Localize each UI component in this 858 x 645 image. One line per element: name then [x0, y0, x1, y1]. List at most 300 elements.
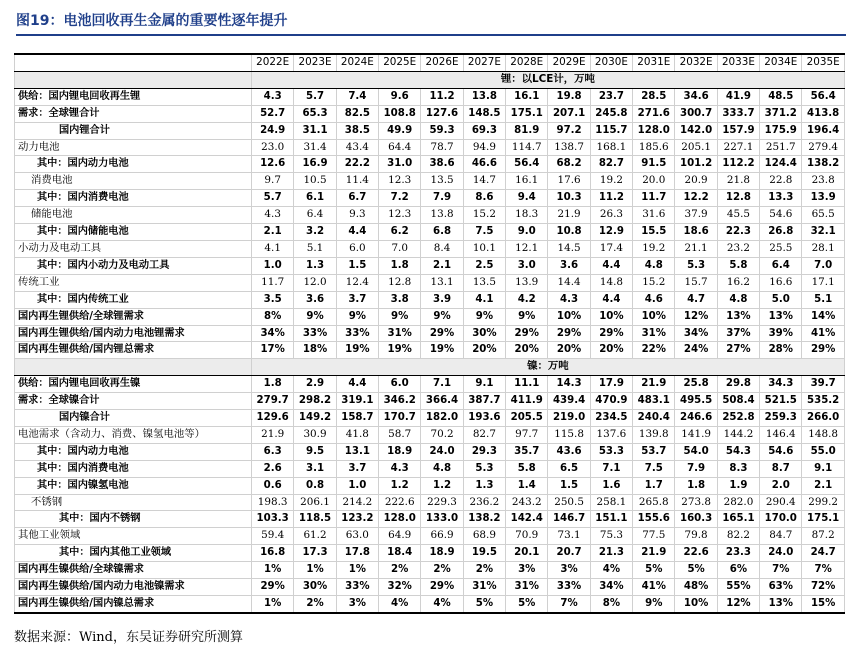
value-cell: 7.9 — [675, 460, 717, 477]
row-label: 国内再生镍供给/国内镍总需求 — [15, 596, 252, 613]
value-cell: 13.1 — [421, 274, 463, 291]
value-cell: 4.1 — [463, 291, 505, 308]
value-cell: 6.4 — [760, 257, 802, 274]
value-cell: 2.1 — [802, 477, 844, 494]
value-cell: 103.3 — [252, 511, 294, 528]
value-cell: 39.7 — [802, 376, 844, 393]
table-row — [15, 511, 845, 528]
value-cell: 7% — [802, 562, 844, 579]
value-cell: 3.0 — [506, 257, 548, 274]
value-cell: 521.5 — [760, 393, 802, 410]
value-cell: 4.8 — [633, 257, 675, 274]
value-cell: 18.6 — [675, 224, 717, 241]
value-cell: 9% — [421, 308, 463, 325]
value-cell: 17.8 — [336, 545, 378, 562]
value-cell: 2% — [421, 562, 463, 579]
value-cell: 20% — [463, 342, 505, 359]
value-cell: 7.5 — [463, 224, 505, 241]
value-cell: 22% — [633, 342, 675, 359]
value-cell: 68.9 — [463, 528, 505, 545]
year-header-cell: 2030E — [590, 54, 632, 71]
value-cell: 133.0 — [421, 511, 463, 528]
value-cell: 15.7 — [675, 274, 717, 291]
value-cell: 31% — [463, 579, 505, 596]
value-cell: 0.6 — [252, 477, 294, 494]
value-cell: 55% — [717, 579, 759, 596]
value-cell: 229.3 — [421, 494, 463, 511]
section-header-blank — [15, 359, 252, 376]
value-cell: 28.1 — [802, 240, 844, 257]
section-header-label: 镍：万吨 — [252, 359, 845, 376]
value-cell: 52.7 — [252, 105, 294, 122]
value-cell: 240.4 — [633, 410, 675, 427]
value-cell: 1.9 — [717, 477, 759, 494]
row-label: 供给：国内锂电回收再生锂 — [15, 88, 252, 105]
value-cell: 55.0 — [802, 443, 844, 460]
value-cell: 2.9 — [294, 376, 336, 393]
table-row — [15, 224, 845, 241]
value-cell: 13.8 — [463, 88, 505, 105]
table-row — [15, 207, 845, 224]
value-cell: 157.9 — [717, 122, 759, 139]
value-cell: 3.7 — [336, 291, 378, 308]
value-cell: 245.8 — [590, 105, 632, 122]
value-cell: 246.6 — [675, 410, 717, 427]
value-cell: 13.1 — [336, 443, 378, 460]
value-cell: 1.2 — [379, 477, 421, 494]
value-cell: 129.6 — [252, 410, 294, 427]
value-cell: 2.0 — [760, 477, 802, 494]
value-cell: 10% — [590, 308, 632, 325]
value-cell: 6.8 — [421, 224, 463, 241]
value-cell: 7.0 — [802, 257, 844, 274]
value-cell: 34% — [252, 325, 294, 342]
value-cell: 282.0 — [717, 494, 759, 511]
year-header-cell: 2031E — [633, 54, 675, 71]
row-label: 其他工业领域 — [15, 528, 252, 545]
value-cell: 1.3 — [294, 257, 336, 274]
row-label: 储能电池 — [15, 207, 252, 224]
value-cell: 64.9 — [379, 528, 421, 545]
value-cell: 439.4 — [548, 393, 590, 410]
value-cell: 205.5 — [506, 410, 548, 427]
value-cell: 4.8 — [717, 291, 759, 308]
value-cell: 41.9 — [717, 88, 759, 105]
value-cell: 222.6 — [379, 494, 421, 511]
value-cell: 371.2 — [760, 105, 802, 122]
value-cell: 15.2 — [633, 274, 675, 291]
value-cell: 411.9 — [506, 393, 548, 410]
row-label: 需求：全球镍合计 — [15, 393, 252, 410]
value-cell: 29% — [506, 325, 548, 342]
value-cell: 299.2 — [802, 494, 844, 511]
value-cell: 19% — [421, 342, 463, 359]
value-cell: 23.2 — [717, 240, 759, 257]
value-cell: 25.8 — [675, 376, 717, 393]
value-cell: 48.5 — [760, 88, 802, 105]
value-cell: 10.5 — [294, 173, 336, 190]
value-cell: 34% — [675, 325, 717, 342]
value-cell: 139.8 — [633, 426, 675, 443]
value-cell: 13% — [760, 308, 802, 325]
value-cell: 54.0 — [675, 443, 717, 460]
value-cell: 7.1 — [421, 376, 463, 393]
value-cell: 2% — [379, 562, 421, 579]
value-cell: 43.4 — [336, 139, 378, 156]
value-cell: 26.8 — [760, 224, 802, 241]
value-cell: 20% — [590, 342, 632, 359]
value-cell: 14.3 — [548, 376, 590, 393]
value-cell: 16.8 — [252, 545, 294, 562]
value-cell: 12.4 — [336, 274, 378, 291]
value-cell: 206.1 — [294, 494, 336, 511]
value-cell: 14.4 — [548, 274, 590, 291]
value-cell: 23.3 — [717, 545, 759, 562]
value-cell: 141.9 — [675, 426, 717, 443]
value-cell: 101.2 — [675, 156, 717, 173]
value-cell: 29.8 — [717, 376, 759, 393]
value-cell: 333.7 — [717, 105, 759, 122]
value-cell: 41% — [802, 325, 844, 342]
value-cell: 3.2 — [294, 224, 336, 241]
value-cell: 73.1 — [548, 528, 590, 545]
table-row — [15, 596, 845, 613]
value-cell: 77.5 — [633, 528, 675, 545]
table-row — [15, 494, 845, 511]
value-cell: 118.5 — [294, 511, 336, 528]
value-cell: 3.1 — [294, 460, 336, 477]
value-cell: 7% — [548, 596, 590, 613]
year-header-cell: 2024E — [336, 54, 378, 71]
value-cell: 18.3 — [506, 207, 548, 224]
row-label: 其中：国内小动力及电动工具 — [15, 257, 252, 274]
value-cell: 17.6 — [548, 173, 590, 190]
value-cell: 30% — [294, 579, 336, 596]
value-cell: 82.5 — [336, 105, 378, 122]
value-cell: 63% — [760, 579, 802, 596]
value-cell: 16.6 — [760, 274, 802, 291]
value-cell: 84.7 — [760, 528, 802, 545]
value-cell: 1.0 — [336, 477, 378, 494]
table-row — [15, 579, 845, 596]
value-cell: 4.3 — [548, 291, 590, 308]
value-cell: 470.9 — [590, 393, 632, 410]
value-cell: 29% — [548, 325, 590, 342]
value-cell: 15.2 — [463, 207, 505, 224]
value-cell: 128.0 — [379, 511, 421, 528]
value-cell: 33% — [336, 325, 378, 342]
value-cell: 30.9 — [294, 426, 336, 443]
value-cell: 12.9 — [590, 224, 632, 241]
table-row — [15, 156, 845, 173]
value-cell: 22.8 — [760, 173, 802, 190]
value-cell: 16.9 — [294, 156, 336, 173]
value-cell: 34% — [590, 579, 632, 596]
value-cell: 29% — [590, 325, 632, 342]
value-cell: 137.6 — [590, 426, 632, 443]
value-cell: 151.1 — [590, 511, 632, 528]
table-row — [15, 274, 845, 291]
value-cell: 70.9 — [506, 528, 548, 545]
value-cell: 21.1 — [675, 240, 717, 257]
table-row — [15, 122, 845, 139]
value-cell: 53.3 — [590, 443, 632, 460]
value-cell: 115.7 — [590, 122, 632, 139]
value-cell: 205.1 — [675, 139, 717, 156]
value-cell: 23.0 — [252, 139, 294, 156]
value-cell: 3.6 — [548, 257, 590, 274]
value-cell: 4.6 — [633, 291, 675, 308]
year-header-cell: 2028E — [506, 54, 548, 71]
value-cell: 182.0 — [421, 410, 463, 427]
value-cell: 114.7 — [506, 139, 548, 156]
value-cell: 26.3 — [590, 207, 632, 224]
value-cell: 65.5 — [802, 207, 844, 224]
value-cell: 4% — [421, 596, 463, 613]
value-cell: 6.3 — [252, 443, 294, 460]
value-cell: 266.0 — [802, 410, 844, 427]
value-cell: 243.2 — [506, 494, 548, 511]
value-cell: 4.2 — [506, 291, 548, 308]
table-row — [15, 88, 845, 105]
value-cell: 319.1 — [336, 393, 378, 410]
value-cell: 21.9 — [633, 376, 675, 393]
value-cell: 82.7 — [590, 156, 632, 173]
value-cell: 29% — [252, 579, 294, 596]
value-cell: 34.6 — [675, 88, 717, 105]
value-cell: 7.9 — [421, 190, 463, 207]
value-cell: 1.7 — [633, 477, 675, 494]
row-label: 其中：国内动力电池 — [15, 156, 252, 173]
value-cell: 298.2 — [294, 393, 336, 410]
value-cell: 20.0 — [633, 173, 675, 190]
year-header-cell: 2032E — [675, 54, 717, 71]
recycling-metals-table — [14, 53, 845, 614]
value-cell: 24% — [675, 342, 717, 359]
value-cell: 1.3 — [463, 477, 505, 494]
value-cell: 108.8 — [379, 105, 421, 122]
value-cell: 1% — [336, 562, 378, 579]
value-cell: 14% — [802, 308, 844, 325]
value-cell: 273.8 — [675, 494, 717, 511]
value-cell: 59.4 — [252, 528, 294, 545]
value-cell: 5% — [633, 562, 675, 579]
value-cell: 7.0 — [379, 240, 421, 257]
value-cell: 4.4 — [336, 376, 378, 393]
value-cell: 1.8 — [675, 477, 717, 494]
value-cell: 13% — [760, 596, 802, 613]
value-cell: 146.4 — [760, 426, 802, 443]
value-cell: 54.6 — [760, 443, 802, 460]
value-cell: 17.3 — [294, 545, 336, 562]
value-cell: 21.3 — [590, 545, 632, 562]
value-cell: 279.4 — [802, 139, 844, 156]
value-cell: 18.9 — [379, 443, 421, 460]
value-cell: 82.7 — [463, 426, 505, 443]
value-cell: 5% — [463, 596, 505, 613]
value-cell: 9% — [379, 308, 421, 325]
value-cell: 54.6 — [760, 207, 802, 224]
value-cell: 21.9 — [633, 545, 675, 562]
value-cell: 32.1 — [802, 224, 844, 241]
table-row — [15, 308, 845, 325]
value-cell: 18% — [294, 342, 336, 359]
value-cell: 168.1 — [590, 139, 632, 156]
value-cell: 10.3 — [548, 190, 590, 207]
table-row — [15, 291, 845, 308]
value-cell: 5.1 — [294, 240, 336, 257]
value-cell: 64.4 — [379, 139, 421, 156]
value-cell: 72% — [802, 579, 844, 596]
value-cell: 3.6 — [294, 291, 336, 308]
value-cell: 138.2 — [802, 156, 844, 173]
value-cell: 149.2 — [294, 410, 336, 427]
value-cell: 9.7 — [252, 173, 294, 190]
value-cell: 251.7 — [760, 139, 802, 156]
value-cell: 4.1 — [252, 240, 294, 257]
row-label: 动力电池 — [15, 139, 252, 156]
row-label: 需求：全球锂合计 — [15, 105, 252, 122]
row-label: 国内再生镍供给/全球镍需求 — [15, 562, 252, 579]
value-cell: 124.4 — [760, 156, 802, 173]
year-header-cell: 2026E — [421, 54, 463, 71]
table-row — [15, 139, 845, 156]
value-cell: 12.2 — [675, 190, 717, 207]
row-label: 小动力及电动工具 — [15, 240, 252, 257]
value-cell: 19% — [379, 342, 421, 359]
value-cell: 5.0 — [760, 291, 802, 308]
value-cell: 28.5 — [633, 88, 675, 105]
value-cell: 7.1 — [590, 460, 632, 477]
year-header-cell: 2033E — [717, 54, 759, 71]
value-cell: 175.9 — [760, 122, 802, 139]
value-cell: 3.9 — [421, 291, 463, 308]
value-cell: 29.3 — [463, 443, 505, 460]
value-cell: 12.8 — [717, 190, 759, 207]
table-row — [15, 393, 845, 410]
row-label: 其中：国内动力电池 — [15, 443, 252, 460]
value-cell: 12.3 — [379, 207, 421, 224]
table-row — [15, 528, 845, 545]
value-cell: 279.7 — [252, 393, 294, 410]
value-cell: 219.0 — [548, 410, 590, 427]
data-source-note: 数据来源：Wind，东吴证券研究所测算 — [14, 630, 243, 645]
year-header-cell: 2022E — [252, 54, 294, 71]
value-cell: 4.4 — [590, 257, 632, 274]
value-cell: 54.3 — [717, 443, 759, 460]
row-label: 传统工业 — [15, 274, 252, 291]
value-cell: 142.0 — [675, 122, 717, 139]
value-cell: 12% — [717, 596, 759, 613]
value-cell: 13.8 — [421, 207, 463, 224]
value-cell: 66.9 — [421, 528, 463, 545]
value-cell: 5.3 — [675, 257, 717, 274]
value-cell: 14.5 — [548, 240, 590, 257]
value-cell: 227.1 — [717, 139, 759, 156]
value-cell: 1% — [252, 596, 294, 613]
value-cell: 1.5 — [336, 257, 378, 274]
value-cell: 13% — [717, 308, 759, 325]
value-cell: 29% — [421, 579, 463, 596]
value-cell: 6% — [717, 562, 759, 579]
year-header-cell: 2035E — [802, 54, 844, 71]
value-cell: 58.7 — [379, 426, 421, 443]
value-cell: 21.8 — [717, 173, 759, 190]
value-cell: 300.7 — [675, 105, 717, 122]
value-cell: 175.1 — [506, 105, 548, 122]
year-header-cell: 2034E — [760, 54, 802, 71]
row-label: 其中：国内消费电池 — [15, 460, 252, 477]
value-cell: 413.8 — [802, 105, 844, 122]
value-cell: 9% — [633, 596, 675, 613]
row-label: 消费电池 — [15, 173, 252, 190]
value-cell: 250.5 — [548, 494, 590, 511]
value-cell: 22.3 — [717, 224, 759, 241]
value-cell: 53.7 — [633, 443, 675, 460]
row-label: 国内再生锂供给/国内锂总需求 — [15, 342, 252, 359]
value-cell: 165.1 — [717, 511, 759, 528]
value-cell: 11.4 — [336, 173, 378, 190]
value-cell: 12.0 — [294, 274, 336, 291]
value-cell: 9.6 — [379, 88, 421, 105]
value-cell: 158.7 — [336, 410, 378, 427]
row-label: 国内锂合计 — [15, 122, 252, 139]
value-cell: 9.5 — [294, 443, 336, 460]
value-cell: 29% — [802, 342, 844, 359]
value-cell: 11.1 — [506, 376, 548, 393]
value-cell: 48% — [675, 579, 717, 596]
value-cell: 30% — [463, 325, 505, 342]
value-cell: 56.4 — [802, 88, 844, 105]
value-cell: 8.4 — [421, 240, 463, 257]
value-cell: 65.3 — [294, 105, 336, 122]
value-cell: 10% — [548, 308, 590, 325]
value-cell: 20% — [506, 342, 548, 359]
value-cell: 5.8 — [506, 460, 548, 477]
value-cell: 6.4 — [294, 207, 336, 224]
value-cell: 7.2 — [379, 190, 421, 207]
year-header-cell: 2025E — [379, 54, 421, 71]
value-cell: 9% — [294, 308, 336, 325]
value-cell: 234.5 — [590, 410, 632, 427]
value-cell: 14.7 — [463, 173, 505, 190]
value-cell: 59.3 — [421, 122, 463, 139]
value-cell: 13.5 — [463, 274, 505, 291]
value-cell: 10.1 — [463, 240, 505, 257]
value-cell: 214.2 — [336, 494, 378, 511]
value-cell: 45.5 — [717, 207, 759, 224]
value-cell: 8.3 — [717, 460, 759, 477]
value-cell: 18.9 — [421, 545, 463, 562]
value-cell: 19.5 — [463, 545, 505, 562]
table-row — [15, 460, 845, 477]
table-row — [15, 426, 845, 443]
value-cell: 4.4 — [590, 291, 632, 308]
value-cell: 87.2 — [802, 528, 844, 545]
value-cell: 21.9 — [548, 207, 590, 224]
value-cell: 16.1 — [506, 173, 548, 190]
value-cell: 6.5 — [548, 460, 590, 477]
value-cell: 258.1 — [590, 494, 632, 511]
row-label: 国内再生锂供给/全球锂需求 — [15, 308, 252, 325]
value-cell: 49.9 — [379, 122, 421, 139]
value-cell: 7% — [760, 562, 802, 579]
value-cell: 5.1 — [802, 291, 844, 308]
value-cell: 10.8 — [548, 224, 590, 241]
value-cell: 148.5 — [463, 105, 505, 122]
table-row — [15, 325, 845, 342]
year-header-cell: 2023E — [294, 54, 336, 71]
